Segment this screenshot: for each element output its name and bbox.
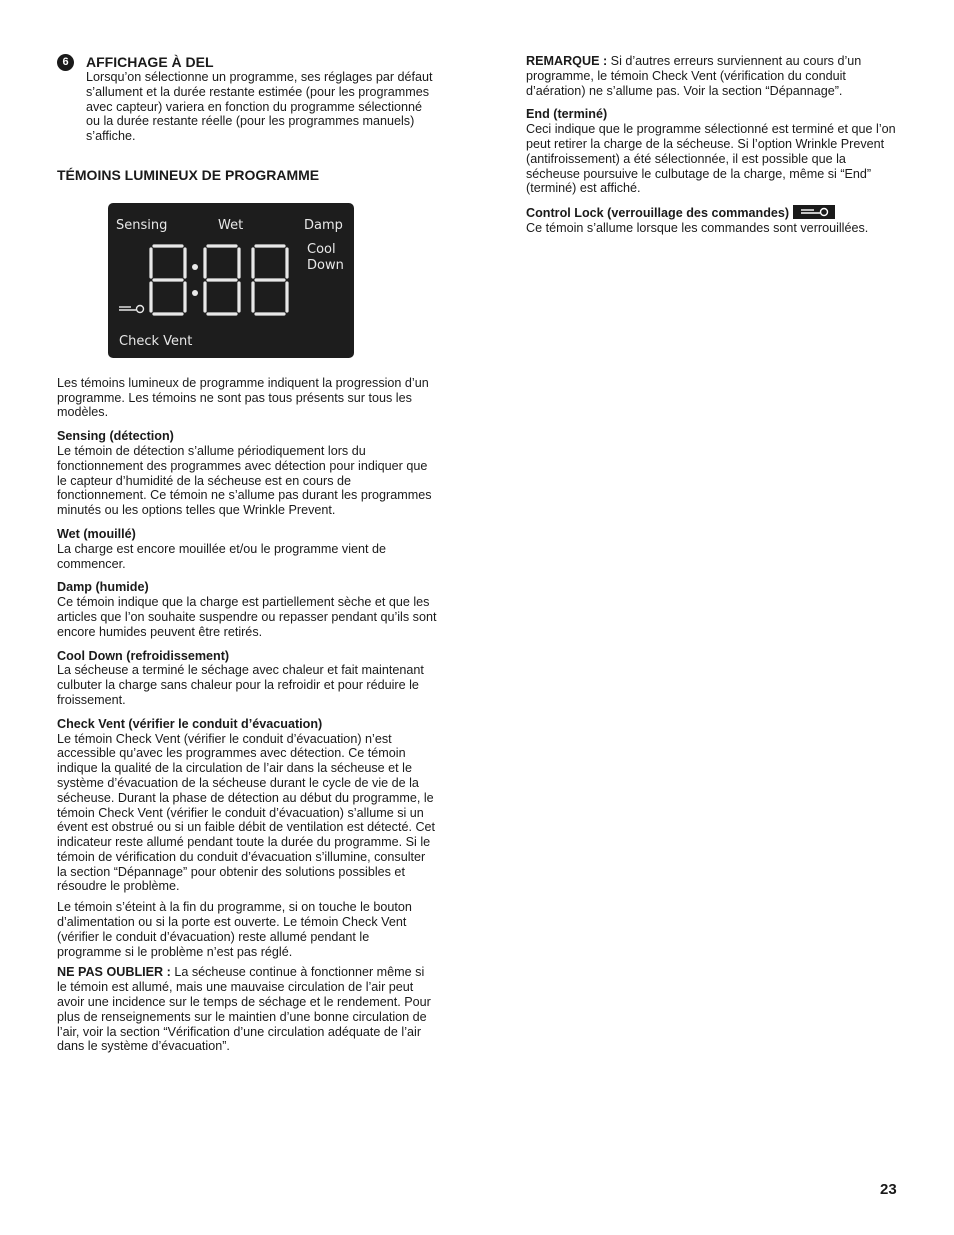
page-number: 23 xyxy=(880,1181,897,1198)
ne-pas-oublier-note xyxy=(57,965,437,1054)
item-body: Ce témoin s’allume lorsque les commandes sont verrouillées. xyxy=(526,220,869,235)
item-damp xyxy=(57,580,437,639)
note-body: La sécheuse continue à fonctionner même si le témoin est allumé, mais une mauvaise circulation de l’air peut avoir une incidence sur le temps de séchage et le rendement. Pour plus de renseignements sur le maintien d’une bonne circulation de l’air, voir la section “Vérification d’une circulation adéquate de l’air dans le système d’évacuation”. xyxy=(57,965,431,1054)
section-title: AFFICHAGE À DEL xyxy=(86,54,214,70)
item-control-lock xyxy=(526,205,896,236)
heading-cycle-indicators: TÉMOINS LUMINEUX DE PROGRAMME xyxy=(57,166,320,183)
item-title-row xyxy=(526,205,896,221)
item-title: Damp (humide) xyxy=(57,580,149,595)
control-lock-key-icon xyxy=(793,205,835,219)
item-body: Ceci indique que le programme sélectionné est terminé et que l’on peut retirer la charge de la sécheuse. Si l’option Wrinkle Prevent (antifroissement) a été sélectionnée, il est possible que la sécheuse poursuive le culbutage de la charge, même si “End” (terminé) est affiché. xyxy=(526,122,896,196)
item-title: Control Lock (verrouillage des commandes) xyxy=(526,206,790,221)
item-body: Ce témoin indique que la charge est partiellement sèche et que les articles que l’on souhaite suspendre ou repasser pendant qu’ils sont encore humides peuvent être retirés. xyxy=(57,595,437,639)
item-title: Cool Down (refroidissement) xyxy=(57,648,230,663)
item-check-vent xyxy=(57,717,437,960)
panel-label-sensing: Sensing xyxy=(116,217,168,233)
right-column xyxy=(526,54,896,236)
left-column xyxy=(57,54,437,1054)
item-cool-down xyxy=(57,649,437,708)
seven-segment-digits xyxy=(148,243,308,319)
panel-label-damp: Damp xyxy=(304,217,343,233)
note-label: REMARQUE : xyxy=(526,54,608,68)
item-title: Check Vent (vérifier le conduit d’évacuation) xyxy=(57,716,323,731)
item-title: End (terminé) xyxy=(526,107,608,122)
item-title: Wet (mouillé) xyxy=(57,526,136,541)
item-body: Le témoin de détection s’allume périodiquement lors du fonctionnement des programmes avec détection pour indiquer que le capteur d’humidité de la sécheuse est en cours de fonctionnement. Ce témoin ne s’allume pas durant les programmes minutés ou les options telles que Wrinkle Prevent. xyxy=(57,443,432,518)
item-body-2: Le témoin s’éteint à la fin du programme, si on touche le bouton d’alimentation ou si la porte est ouverte. Le témoin Check Vent (vérifier le conduit d’évacuation) reste allumé pendant le programme si le problème n’est pas réglé. xyxy=(57,900,412,959)
section-body: Lorsqu’on sélectionne un programme, ses réglages par défaut s’allument et la durée restante estimée (pour les programmes avec capteur) variera en fonction du programme sélectionné ou la durée restante réelle (pour les programmes manuels) s’affiche. xyxy=(86,70,433,144)
panel-label-check-vent: Check Vent xyxy=(119,333,193,349)
control-lock-key-icon xyxy=(118,303,146,315)
item-wet xyxy=(57,527,437,571)
item-title: Sensing (détection) xyxy=(57,429,174,444)
section-6 xyxy=(57,54,437,144)
remarque-note xyxy=(526,54,896,98)
item-end xyxy=(526,107,896,196)
led-display-panel xyxy=(108,203,354,358)
item-body: La charge est encore mouillée et/ou le programme vient de commencer. xyxy=(57,541,387,571)
section-number-badge: 6 xyxy=(57,54,74,71)
item-body: La sécheuse a terminé le séchage avec chaleur et fait maintenant culbuter la charge sans chaleur pour la refroidir et pour réduire le froissement. xyxy=(57,663,424,707)
panel-label-cool: Cool xyxy=(307,241,336,257)
item-body: Le témoin Check Vent (vérifier le conduit d’évacuation) n’est accessible qu’avec les programmes avec détection. Ce témoin indique la qualité de la circulation de l’air dans la sécheuse et le système d’évacuation de la sécheuse durant le cycle de vie de la sécheuse. Durant la phase de détection au début du programme, le témoin Check Vent (vérifier le conduit d’évacuation) s’allume si un évent est obstrué ou si un faible débit de ventilation est détecté. Cet indicateur reste allumé pendant toute la durée du programme. Si le témoin de vérification du conduit d’évacuation s’illumine, consulter la section “Dépannage” pour obtenir des solutions possibles et résoudre le problème. xyxy=(57,731,436,894)
panel-label-down: Down xyxy=(307,257,344,273)
intro-text: Les témoins lumineux de programme indiquent la progression d’un programme. Les témoins ne sont pas tous présents sur tous les modèles. xyxy=(57,375,429,420)
panel-label-wet: Wet xyxy=(218,217,244,233)
note-body: Si d’autres erreurs surviennent au cours d’un programme, le témoin Check Vent (vérification du conduit d’aération) ne s’allume pas. Voir la section “Dépannage”. xyxy=(526,54,862,98)
note-label: NE PAS OUBLIER : xyxy=(57,965,171,980)
item-sensing xyxy=(57,429,437,518)
